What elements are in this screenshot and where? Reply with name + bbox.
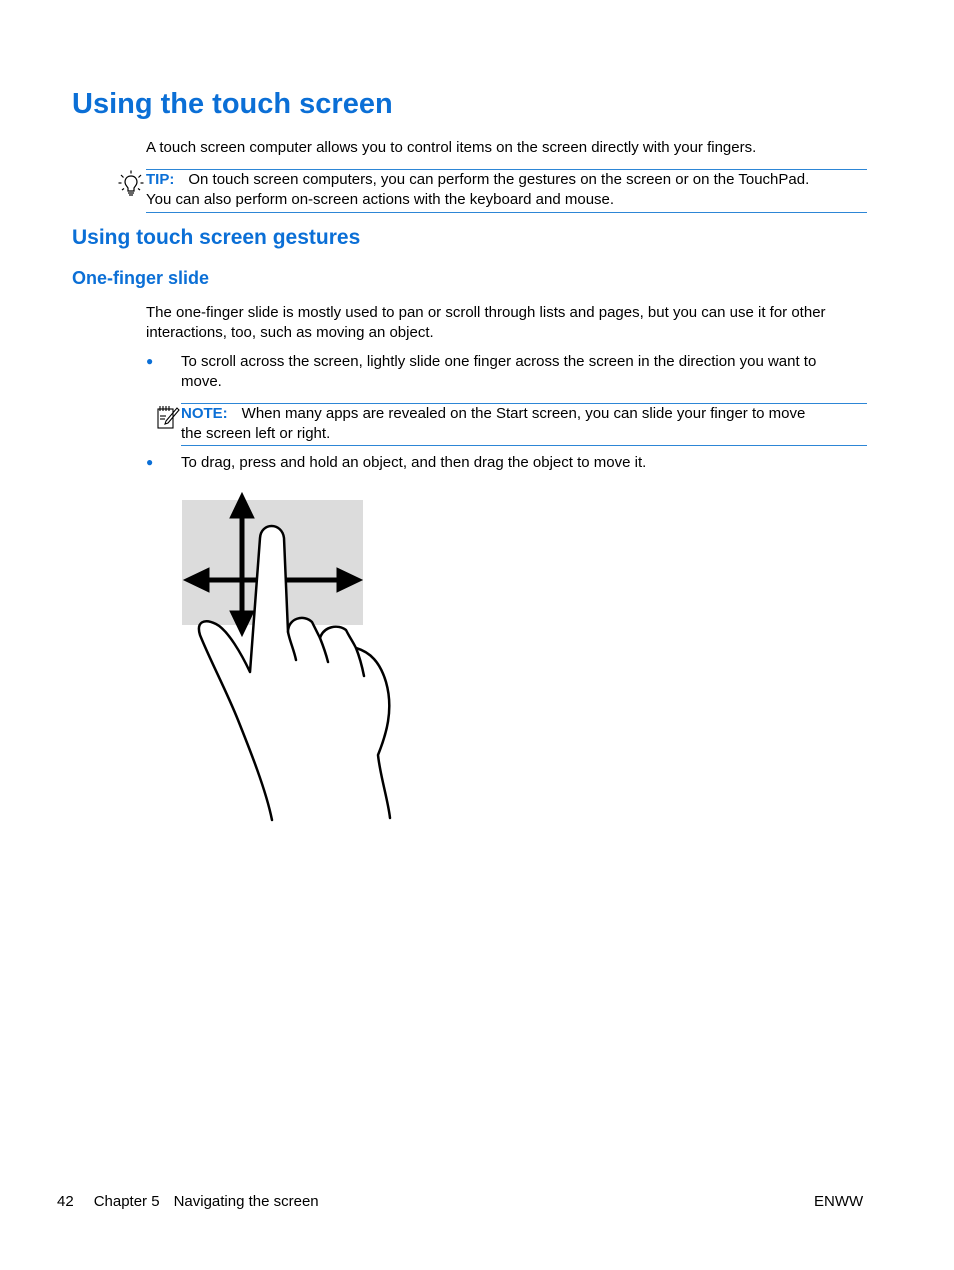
page-title: Using the touch screen bbox=[72, 88, 393, 120]
note-text-2: the screen left or right. bbox=[181, 425, 331, 442]
tip-label: TIP: bbox=[146, 171, 175, 188]
tip-text-1: On touch screen computers, you can perform the gestures on the screen or on the TouchPad. bbox=[188, 171, 810, 188]
one-finger-slide-illustration bbox=[180, 490, 410, 830]
subsection-heading: One-finger slide bbox=[72, 268, 210, 288]
footer-doc-code: ENWW bbox=[814, 1193, 864, 1210]
section-heading: Using touch screen gestures bbox=[72, 226, 361, 249]
note-label: NOTE: bbox=[181, 405, 228, 422]
body-paragraph: The one-finger slide is mostly used to pan or scroll through lists and pages, but you can use it for other interactions, too, such as moving an object. bbox=[146, 304, 826, 341]
bullet-marker: ● bbox=[146, 354, 154, 368]
bullet-1-line-1: To scroll across the screen, lightly slide one finger across the screen in the direction you want to bbox=[181, 353, 817, 370]
bullet-marker: ● bbox=[146, 455, 154, 469]
tip-text-2: You can also perform on-screen actions with the keyboard and mouse. bbox=[146, 191, 615, 208]
note-box bbox=[181, 403, 867, 446]
note-line-1 bbox=[181, 404, 867, 424]
tip-line-1 bbox=[146, 170, 867, 190]
bullet-item-drag bbox=[181, 453, 867, 473]
notepad-icon bbox=[156, 404, 180, 430]
bullet-2-line-1: To drag, press and hold an object, and then drag the object to move it. bbox=[181, 454, 647, 471]
tip-box bbox=[146, 169, 867, 213]
footer-chapter-title: Navigating the screen bbox=[173, 1193, 319, 1210]
footer-chapter: Chapter 5 bbox=[93, 1193, 160, 1210]
page-footer-left bbox=[57, 1192, 319, 1212]
note-text-1: When many apps are revealed on the Start screen, you can slide your finger to move bbox=[241, 405, 806, 422]
lightbulb-icon bbox=[118, 170, 144, 198]
bullet-item-scroll bbox=[181, 352, 867, 392]
page-number: 42 bbox=[57, 1193, 74, 1210]
intro-paragraph: A touch screen computer allows you to control items on the screen directly with your fingers. bbox=[146, 139, 757, 156]
bullet-1-line-2: move. bbox=[181, 373, 222, 390]
